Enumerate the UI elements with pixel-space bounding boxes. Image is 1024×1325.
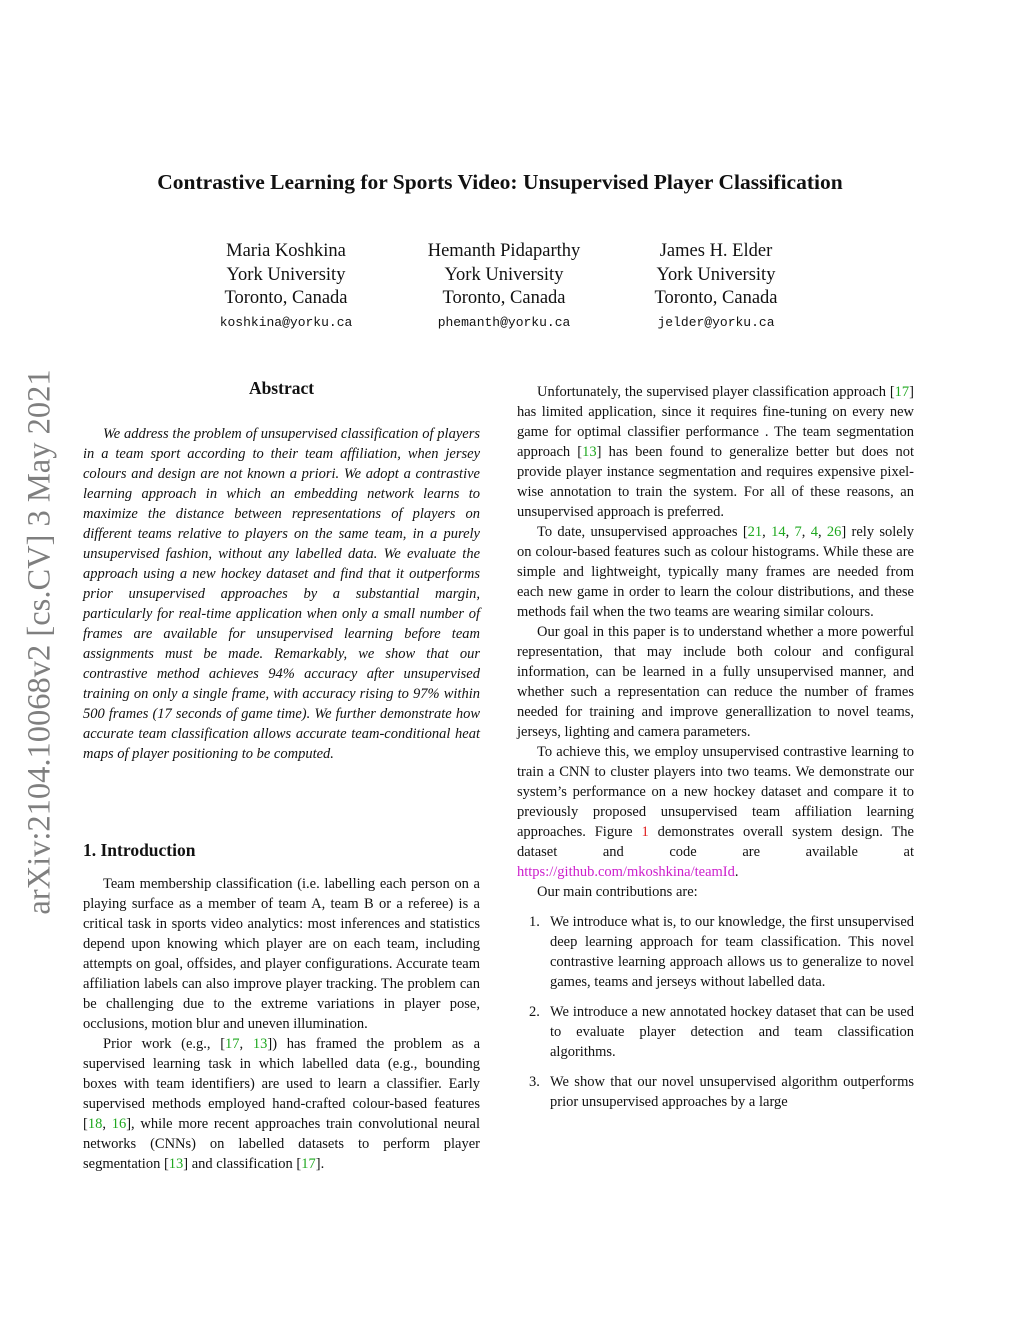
- author-affiliation: York University: [226, 264, 346, 285]
- citation-link[interactable]: 26: [826, 524, 842, 540]
- list-number: 3.: [529, 1074, 540, 1090]
- author-affiliation: York University: [444, 264, 564, 285]
- author-email: koshkina@yorku.ca: [219, 314, 353, 330]
- contribution-text: We introduce what is, to our knowledge, the first unsupervised deep learning approach for team classification. This novel contrastive learning approach allows us to generalize to novel games, teams and jerseys without labelled data.: [550, 914, 914, 990]
- contribution-item: [517, 912, 914, 992]
- citation-link[interactable]: 13: [252, 1036, 268, 1052]
- citation-link[interactable]: 14: [771, 524, 786, 540]
- intro-paragraph-1: Team membership classification (i.e. labelling each person on a playing surface as a member of team A, team B or a referee) is a critical task in sports video analytics: most inferences and statistics depend upon knowing which player are on each team, including attempts on goal, offsides, and player configurations. Accurate team affiliation labels can also improve player tracking. The problem can be challenging due to the extreme variations in player pose, occlusions, motion blur and uneven illumination.: [83, 876, 480, 1032]
- author-name: Maria Koshkina: [226, 241, 346, 261]
- citation-link[interactable]: 13: [582, 444, 597, 460]
- right-paragraph-5: Our main contributions are:: [537, 884, 698, 900]
- figure-reference-link[interactable]: 1: [641, 824, 649, 840]
- citation-link[interactable]: 17: [894, 384, 910, 400]
- author-email: jelder@yorku.ca: [657, 314, 775, 330]
- abstract-heading: Abstract: [248, 378, 315, 398]
- contributions-list: [517, 912, 914, 1112]
- right-paragraph-4: To achieve this, we employ unsupervised contrastive learning to train a CNN to cluster players into two teams. We demonstrate our system’s performance on a new hockey dataset and compare it to previously proposed unsupervised team affiliation learning approaches. Figure 1 demonstrates overall system design. The dataset and code are available at https://github.com/mkoshkina/teamId.: [517, 744, 914, 880]
- citation-link[interactable]: 18: [87, 1116, 103, 1132]
- author-affiliation: York University: [656, 264, 776, 285]
- author-2: [404, 240, 604, 335]
- author-name: Hemanth Pidaparthy: [427, 241, 581, 261]
- arxiv-identifier: arXiv:2104.10068v2 [cs.CV] 3 May 2021: [21, 369, 58, 915]
- citation-link[interactable]: 21: [747, 524, 763, 540]
- list-number: 2.: [529, 1004, 540, 1020]
- right-paragraph-2: To date, unsupervised approaches [21, 14, 7, 4, 26] rely solely on colour-based features such as colour histograms. While these are simple and lightweight, typically many frames are needed from each new game in order to learn the colour distributions, and these methods fail when the two teams are wearing similar colours.: [517, 524, 915, 620]
- introduction-body: [83, 874, 480, 1174]
- introduction-continued: [517, 382, 914, 1122]
- intro-paragraph-2: Prior work (e.g., [17, 13]) has framed the problem as a supervised learning task in which labelled data (e.g., bounding boxes with team identifiers) are used to learn a classifier. Early supervised methods employed hand-crafted colour-based features [18, 16], while more recent approaches train convolutional neural networks (CNNs) on labelled datasets to perform player segmentation [13] and classification [17].: [83, 1036, 481, 1172]
- citation-link[interactable]: 16: [111, 1116, 127, 1132]
- citation-link[interactable]: 4: [810, 524, 818, 540]
- paper-title: Contrastive Learning for Sports Video: Unsupervised Player Classification: [157, 170, 843, 194]
- repository-link[interactable]: https://github.com/mkoshkina/teamId: [517, 864, 735, 880]
- list-number: 1.: [529, 914, 540, 930]
- contribution-text: We show that our novel unsupervised algorithm outperforms prior unsupervised approaches by a large: [550, 1074, 914, 1110]
- author-3: [616, 240, 816, 335]
- author-name: James H. Elder: [659, 241, 773, 261]
- contribution-item: [517, 1002, 914, 1062]
- author-email: phemanth@yorku.ca: [437, 314, 571, 330]
- author-1: [186, 240, 386, 335]
- citation-link[interactable]: 17: [301, 1156, 316, 1172]
- citation-link[interactable]: 17: [225, 1036, 240, 1052]
- right-paragraph-1: Unfortunately, the supervised player classification approach [17] has limited application, since it requires fine-tuning on every new game for optimal classifier performance . The team segmentation approach [13] has been found to generalize better but does not provide player instance segmentation and requires expensive pixel-wise annotation to train the system. For all of these reasons, an unsupervised approach is preferred.: [517, 384, 915, 520]
- right-paragraph-3: Our goal in this paper is to understand whether a more powerful representation, that may include both colour and configural information, can be learned in a fully unsupervised manner, and whether such a representation can reduce the number of frames needed for training and improve generallization to novel teams, jerseys, lighting and camera parameters.: [517, 624, 914, 740]
- contribution-item: [517, 1072, 914, 1112]
- contribution-text: We introduce a new annotated hockey dataset that can be used to evaluate player detection and team classification algorithms.: [550, 1004, 914, 1060]
- author-location: Toronto, Canada: [442, 288, 566, 308]
- author-location: Toronto, Canada: [654, 288, 778, 308]
- introduction-heading: 1. Introduction: [83, 840, 196, 860]
- citation-link[interactable]: 13: [168, 1156, 184, 1172]
- author-location: Toronto, Canada: [224, 288, 348, 308]
- citation-link[interactable]: 7: [794, 524, 802, 540]
- abstract-text: We address the problem of unsupervised classification of players in a team sport according to their team affiliation, when jersey colours and design are not known a priori. We adopt a contrastive learning approach in which an embedding network learns to maximize the distance between representations of players on different teams relative to players on the same team, in a purely unsupervised fashion, without any labelled data. We evaluate the approach using a new hockey dataset and find that it outperforms prior unsupervised approaches by a substantial margin, particularly for real-time application when only a small number of frames are available for unsupervised learning before team assignments must be made. Remarkably, we show that our contrastive method achieves 94% accuracy after unsupervised training on only a single frame, with accuracy rising to 97% within 500 frames (17 seconds of game time). We further demonstrate how accurate team classification allows accurate team-conditional heat maps of player positioning to be computed.: [83, 426, 480, 762]
